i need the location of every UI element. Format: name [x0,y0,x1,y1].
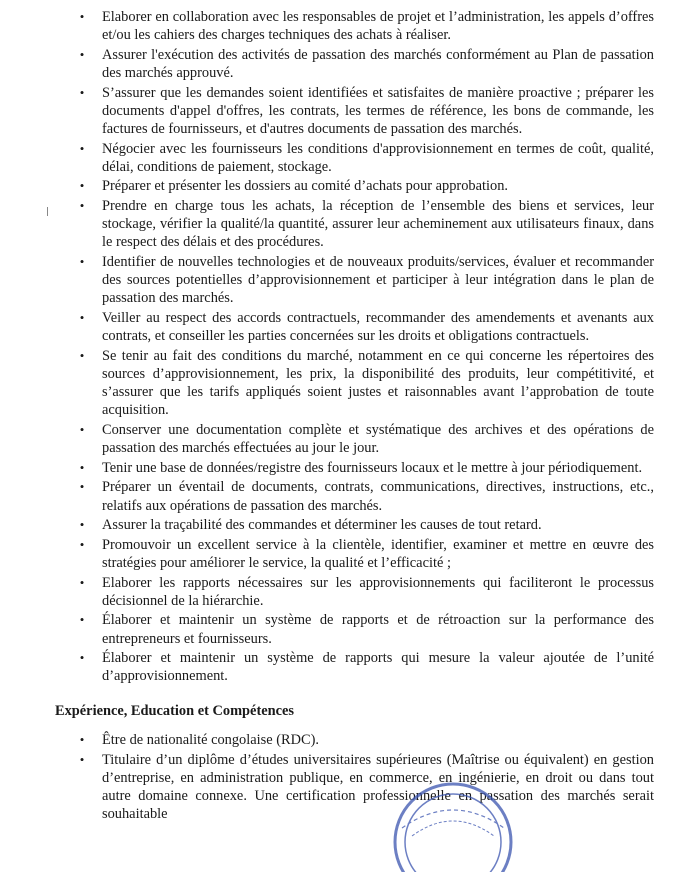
list-item-text: Élaborer et maintenir un système de rapports et de rétroaction sur la performance des entrepreneurs et fournisseurs. [102,612,654,647]
list-item-text: Elaborer en collaboration avec les responsables de projet et l’administration, les appels d’offres et/ou les cahiers des charges techniques des achats à réaliser. [102,9,654,44]
bullet-icon: • [79,459,85,475]
list-item [78,649,654,685]
list-item-text: Veiller au respect des accords contractuels, recommander des amendements et avenants aux contrats, et conseiller les parties concernées sur les droits et obligations contractuels. [102,309,654,345]
list-item-text: Assurer l'exécution des activités de passation des marchés conformément au Plan de passation des marchés approuvé. [102,46,654,81]
list-item-text: Promouvoir un excellent service à la clientèle, identifier, examiner et mettre en œuvre des stratégies pour améliorer le service, la qualité et l’efficacité ; [102,536,654,571]
list-item [78,574,654,610]
bullet-icon: • [79,650,85,666]
bullet-icon: • [79,178,85,194]
list-item [78,46,654,82]
list-item-text: S’assurer que les demandes soient identifiées et satisfaites de manière proactive ; préparer les documents d'appel d'offres, les contrats, les termes de référence, les bons de commande, les factures de fournisseurs, et d'autres documents de passation des marchés. [102,84,654,137]
bullet-icon: • [79,84,85,100]
bullet-icon: • [79,347,85,363]
scan-mark [47,207,48,216]
list-item-text: Identifier de nouvelles technologies et de nouveaux produits/services, évaluer et recommander des sources potentielles d’approvisionnement et participer à leur intégration dans le plan de passation des marchés. [102,253,654,307]
list-item [78,421,654,457]
list-item [78,478,654,514]
bullet-icon: • [79,536,85,552]
list-item [78,84,654,139]
list-item [78,611,654,647]
list-item [78,516,654,534]
list-item-text: Tenir une base de données/registre des fournisseurs locaux et le mettre à jour périodiquement. [102,459,643,476]
list-item [78,309,654,345]
duties-list [78,8,654,687]
list-item [78,459,654,477]
list-item [78,197,654,252]
list-item [78,536,654,572]
bullet-icon: • [79,309,85,325]
bullet-icon: • [79,732,85,747]
list-item [78,140,654,176]
list-item [78,731,654,749]
list-item [78,177,654,195]
bullet-icon: • [79,140,85,156]
section-heading: Expérience, Education et Compétences [55,703,295,719]
qualifications-list [78,731,654,825]
list-item [78,8,654,44]
list-item [78,751,654,824]
list-item-text: Assurer la traçabilité des commandes et déterminer les causes de tout retard. [102,517,542,534]
bullet-icon: • [79,421,85,437]
list-item-text: Préparer un éventail de documents, contrats, communications, directives, instructions, etc., relatifs aux opérations de passation des marchés. [102,479,654,514]
list-item-text: Préparer et présenter les dossiers au comité d’achats pour approbation. [102,178,508,195]
list-item [78,253,654,308]
bullet-icon: • [79,479,85,495]
list-item-text: Titulaire d’un diplôme d’études universitaires supérieures (Maîtrise ou équivalent) en gestion d’entreprise, en administration publique, en commerce, en ingénierie, en droit ou dans tout autre domaine connexe. Une certification professionnelle en passation des marchés serait souhaitable [102,751,654,823]
list-item-text: Se tenir au fait des conditions du marché, notamment en ce qui concerne les répertoires des sources d’approvisionnement, les prix, la disponibilité des produits, leur compétitivité, et s’assurer que les tarifs appliqués soient justes et raisonnables avant l’approbation de toute acquisition. [102,347,654,419]
list-item-text: Prendre en charge tous les achats, la réception de l’ensemble des biens et services, leur stockage, vérifier la qualité/la quantité, assurer leur acheminement aux utilisateurs finaux, dans le respect des délais et des procédures. [102,197,654,251]
list-item-text: Négocier avec les fournisseurs les conditions d'approvisionnement en termes de coût, qualité, délai, conditions de paiement, stockage. [102,140,654,175]
bullet-icon: • [79,751,85,767]
list-item-text: Élaborer et maintenir un système de rapports qui mesure la valeur ajoutée de l’unité d’approvisionnement. [102,650,654,685]
list-item [78,347,654,420]
bullet-icon: • [79,9,85,24]
bullet-icon: • [79,574,85,590]
bullet-icon: • [79,253,85,269]
bullet-icon: • [79,612,85,628]
list-item-text: Être de nationalité congolaise (RDC). [102,732,319,748]
bullet-icon: • [79,197,85,213]
list-item-text: Elaborer les rapports nécessaires sur les approvisionnements qui faciliteront le processus décisionnel de la hiérarchie. [102,574,654,609]
list-item-text: Conserver une documentation complète et systématique des archives et des opérations de passation des marchés effectuées au jour le jour. [102,421,654,457]
bullet-icon: • [79,517,85,533]
bullet-icon: • [79,46,85,62]
